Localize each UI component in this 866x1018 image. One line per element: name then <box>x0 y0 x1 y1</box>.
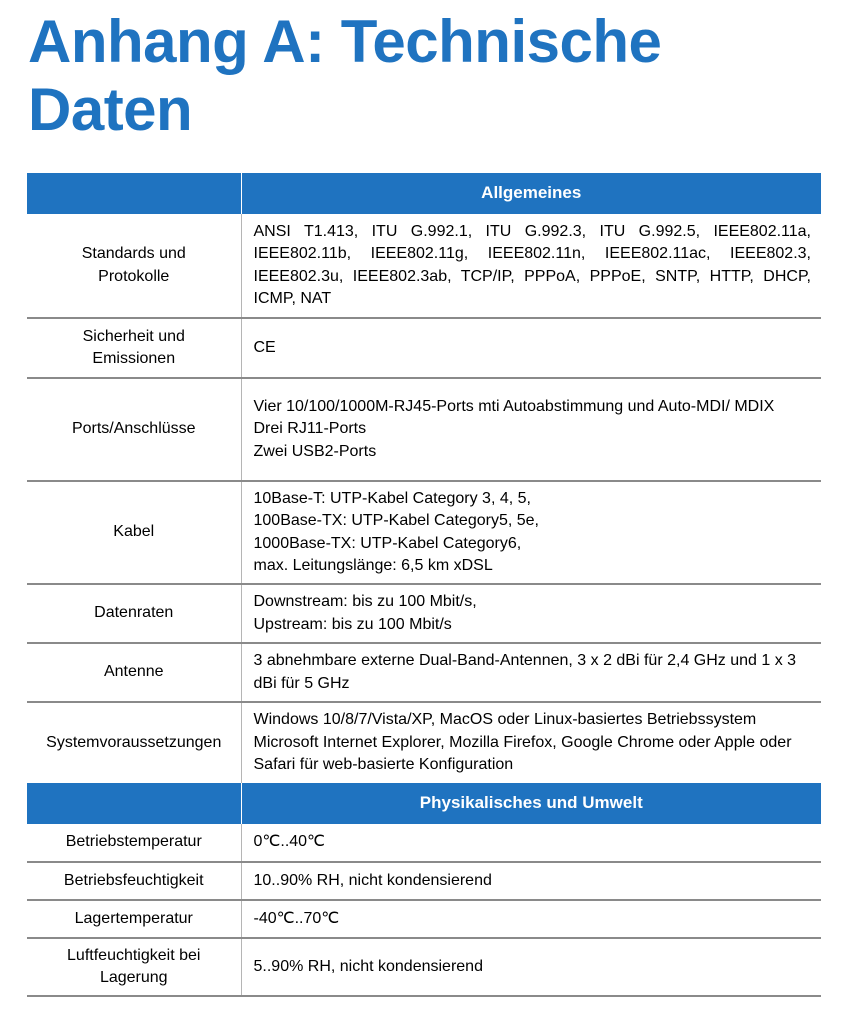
row-label-line: Systemvoraussetzungen <box>46 733 222 751</box>
table-row <box>27 824 821 862</box>
page-title <box>28 8 661 144</box>
row-value <box>241 824 821 862</box>
row-label-line: Sicherheit und <box>82 327 185 345</box>
row-label <box>27 643 241 702</box>
row-label <box>27 900 241 938</box>
row-value-line: 100Base-TX: UTP-Kabel Category5, 5e, <box>253 512 539 529</box>
row-value-line: ANSI T1.413, ITU G.992.1, ITU G.992.3, ITU G.992.5, IEEE802.11a, IEEE802.11b, IEEE802.11g, IEEE802.11n, IEEE802.11ac, IEEE802.3, IEEE802.3u, IEEE802.3ab, TCP/IP, PPPoA, PPPoE, SNTP, HTTP, DHCP, ICMP, NAT <box>253 222 811 307</box>
table-row <box>27 584 821 643</box>
row-value-line: 5..90% RH, nicht kondensierend <box>253 957 483 975</box>
row-label <box>27 214 241 318</box>
row-value <box>241 214 821 318</box>
row-value-line: 10Base-T: UTP-Kabel Category 3, 4, 5, <box>253 489 531 507</box>
row-label-line: Ports/Anschlüsse <box>71 420 196 438</box>
table-row <box>27 318 821 378</box>
row-value <box>241 643 821 702</box>
row-value-line: 10..90% RH, nicht kondensierend <box>253 871 492 889</box>
row-label <box>27 938 241 996</box>
row-value <box>241 481 821 584</box>
row-label-line: Protokolle <box>98 267 170 285</box>
row-value <box>241 584 821 643</box>
row-label-line: Datenraten <box>94 604 174 622</box>
row-value <box>241 702 821 783</box>
table-row <box>27 378 821 481</box>
row-label-line: Betriebstemperatur <box>65 833 202 851</box>
row-value <box>241 900 821 938</box>
table-row <box>27 643 821 702</box>
row-value <box>241 378 821 481</box>
table-row <box>27 938 821 996</box>
row-label-line: Betriebsfeuchtigkeit <box>63 871 204 889</box>
row-label <box>27 378 241 481</box>
spec-table <box>27 173 821 997</box>
row-value-line: 0℃..40℃ <box>253 833 326 851</box>
row-label <box>27 584 241 643</box>
row-value-line: Zwei USB2-Ports <box>253 442 377 460</box>
row-label-line: Luftfeuchtigkeit bei <box>67 946 201 964</box>
row-value-line: Windows 10/8/7/Vista/XP, MacOS oder Linux-basiertes Betriebssystem <box>253 711 757 729</box>
page-title-line-1: Anhang A: Technische <box>28 8 662 75</box>
row-value <box>241 862 821 900</box>
table-row <box>27 214 821 318</box>
table-row <box>27 862 821 900</box>
section-header-general <box>27 173 821 214</box>
row-label <box>27 702 241 783</box>
row-label-line: Antenne <box>103 663 164 681</box>
section-header-physical <box>27 783 821 824</box>
page-title-line-2: Daten <box>28 76 193 143</box>
row-label <box>27 318 241 378</box>
row-label <box>27 824 241 862</box>
row-label <box>27 862 241 900</box>
row-label <box>27 481 241 584</box>
row-value <box>241 938 821 996</box>
table-row <box>27 481 821 584</box>
row-label-line: Lagerung <box>99 969 168 986</box>
row-value-line: Upstream: bis zu 100 Mbit/s <box>253 615 452 633</box>
row-value-line: -40℃..70℃ <box>253 909 340 927</box>
row-label-line: Standards und <box>81 245 186 262</box>
row-value-line: Vier 10/100/1000M-RJ45-Ports mti Autoabstimmung und Auto-MDI/ MDIX <box>253 397 775 415</box>
table-row <box>27 900 821 938</box>
row-value-line: 1000Base-TX: UTP-Kabel Category6, <box>253 534 522 552</box>
row-label-line: Lagertemperatur <box>74 909 193 927</box>
section-heading: Allgemeines <box>241 173 821 214</box>
section-header-spacer <box>27 173 241 214</box>
row-value-line: Downstream: bis zu 100 Mbit/s, <box>253 593 477 610</box>
row-label-line: Emissionen <box>92 350 176 367</box>
row-value-line: 3 abnehmbare externe Dual-Band-Antennen, 3 x 2 dBi für 2,4 GHz und 1 x 3 dBi für 5 GHz <box>253 652 797 692</box>
row-value-line: max. Leitungslänge: 6,5 km xDSL <box>253 557 493 574</box>
row-value <box>241 318 821 378</box>
section-header-spacer <box>27 783 241 824</box>
row-value-line: Microsoft Internet Explorer, Mozilla Firefox, Google Chrome oder Apple oder Safari für web-basierte Konfiguration <box>253 733 792 774</box>
section-heading: Physikalisches und Umwelt <box>241 783 821 824</box>
row-value-line: CE <box>253 338 276 356</box>
table-row <box>27 702 821 783</box>
row-value-line: Drei RJ11-Ports <box>253 420 367 438</box>
row-label-line: Kabel <box>113 523 155 541</box>
